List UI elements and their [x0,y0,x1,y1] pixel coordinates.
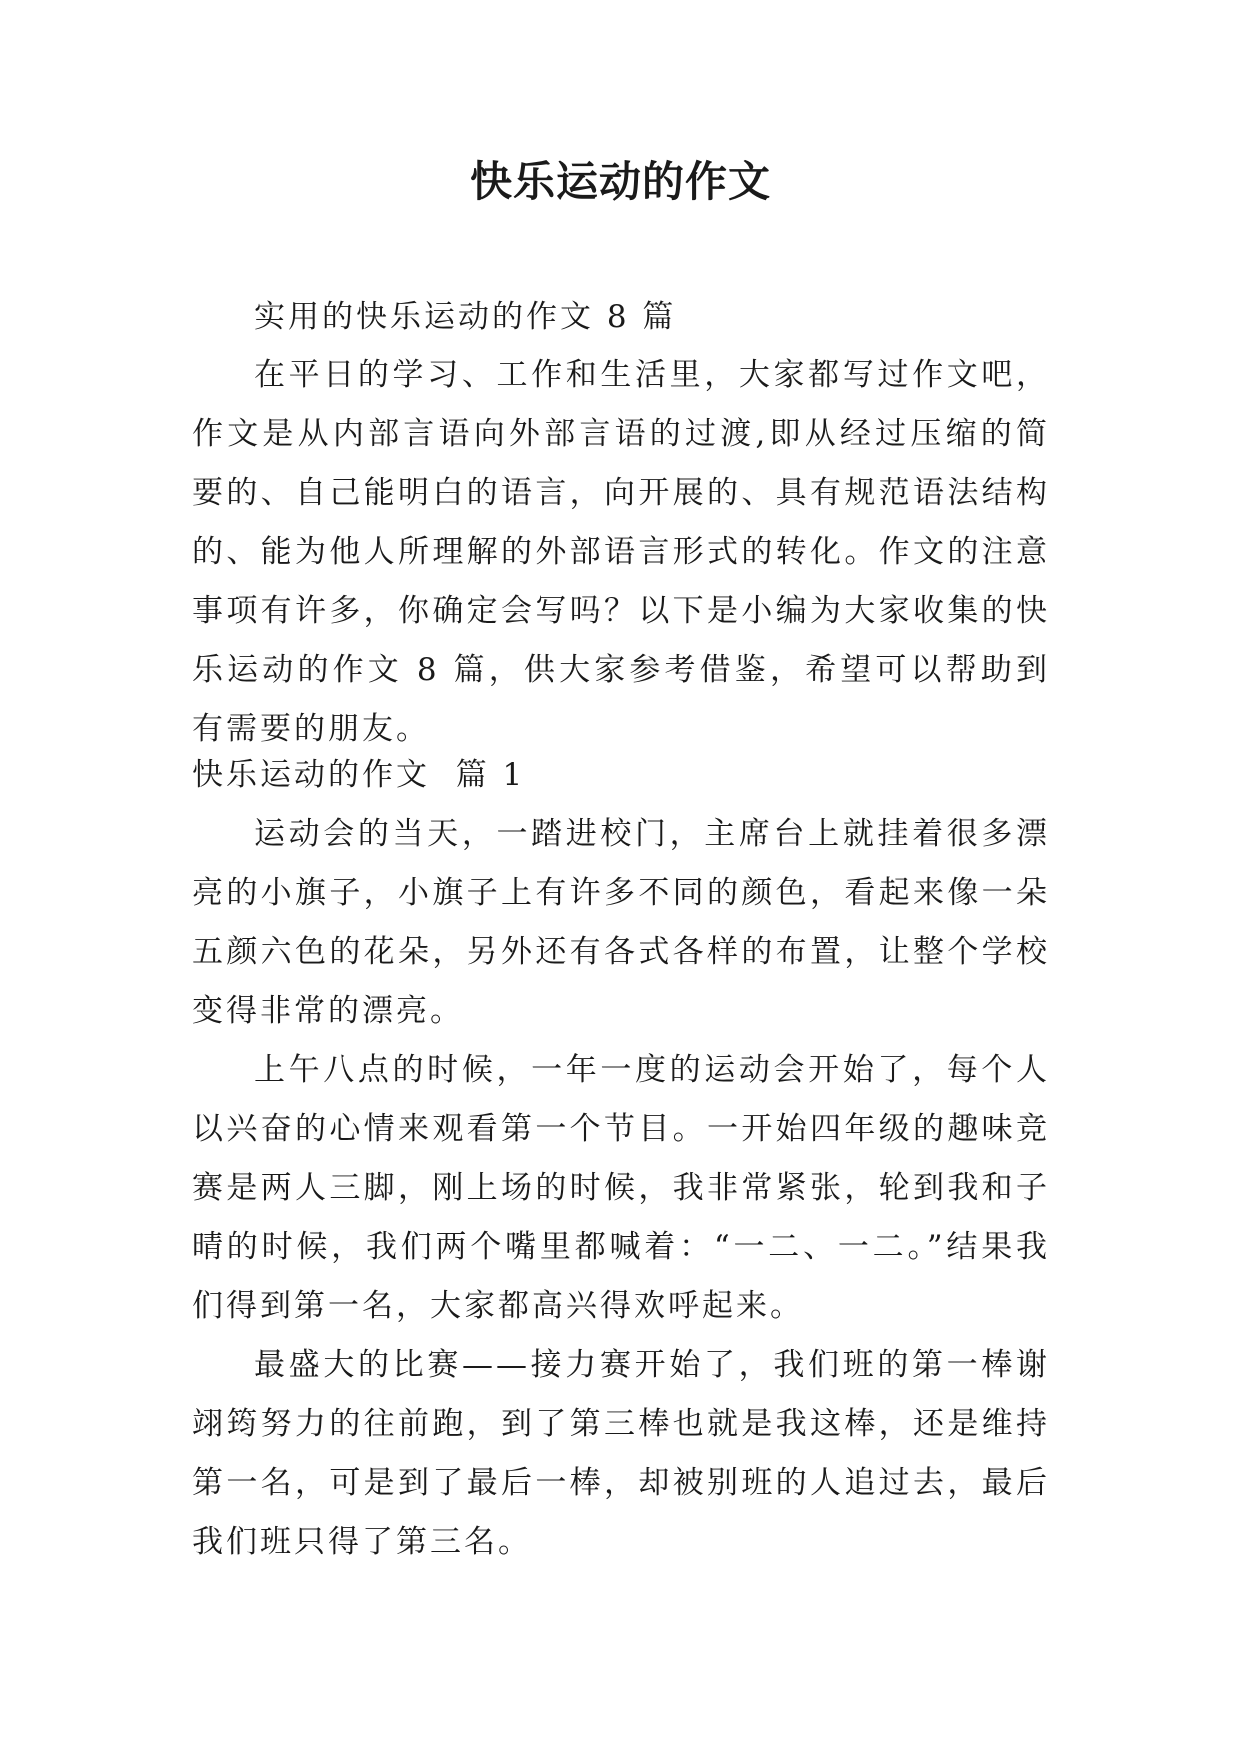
article-paragraph: 运动会的当天，一踏进校门，主席台上就挂着很多漂亮的小旗子，小旗子上有许多不同的颜色，看起来像一朵五颜六色的花朵，另外还有各式各样的布置，让整个学校变得非常的漂亮。 [192,816,1050,1029]
intro-paragraph [192,346,1050,759]
article-body [192,805,1050,1572]
section-heading-text: 快乐运动的作文 篇 1 [192,757,526,793]
intro-text: 在平日的学习、工作和生活里，大家都写过作文吧，作文是从内部言语向外部言语的过渡,即从经过压缩的简要的、自己能明白的语言，向开展的、具有规范语法结构的、能为他人所理解的外部语言形式的转化。作文的注意事项有许多，你确定会写吗？以下是小编为大家收集的快乐运动的作文 8 篇，供大家参考借鉴，希望可以帮助到有需要的朋友。 [192,357,1050,747]
article-paragraph: 最盛大的比赛——接力赛开始了，我们班的第一棒谢翊筠努力的往前跑，到了第三棒也就是我这棒，还是维持第一名，可是到了最后一棒，却被别班的人追过去，最后我们班只得了第三名。 [192,1347,1050,1560]
article-paragraph: 上午八点的时候，一年一度的运动会开始了，每个人以兴奋的心情来观看第一个节目。一开始四年级的趣味竞赛是两人三脚，刚上场的时候，我非常紧张，轮到我和子晴的时候，我们两个嘴里都喊着：“一二、一二。”结果我们得到第一名，大家都高兴得欢呼起来。 [192,1052,1050,1324]
subtitle-text: 实用的快乐运动的作文 8 篇 [254,299,677,335]
document-title: 快乐运动的作文 [469,157,771,206]
section-heading [192,746,1050,805]
document-subtitle [192,288,1050,347]
